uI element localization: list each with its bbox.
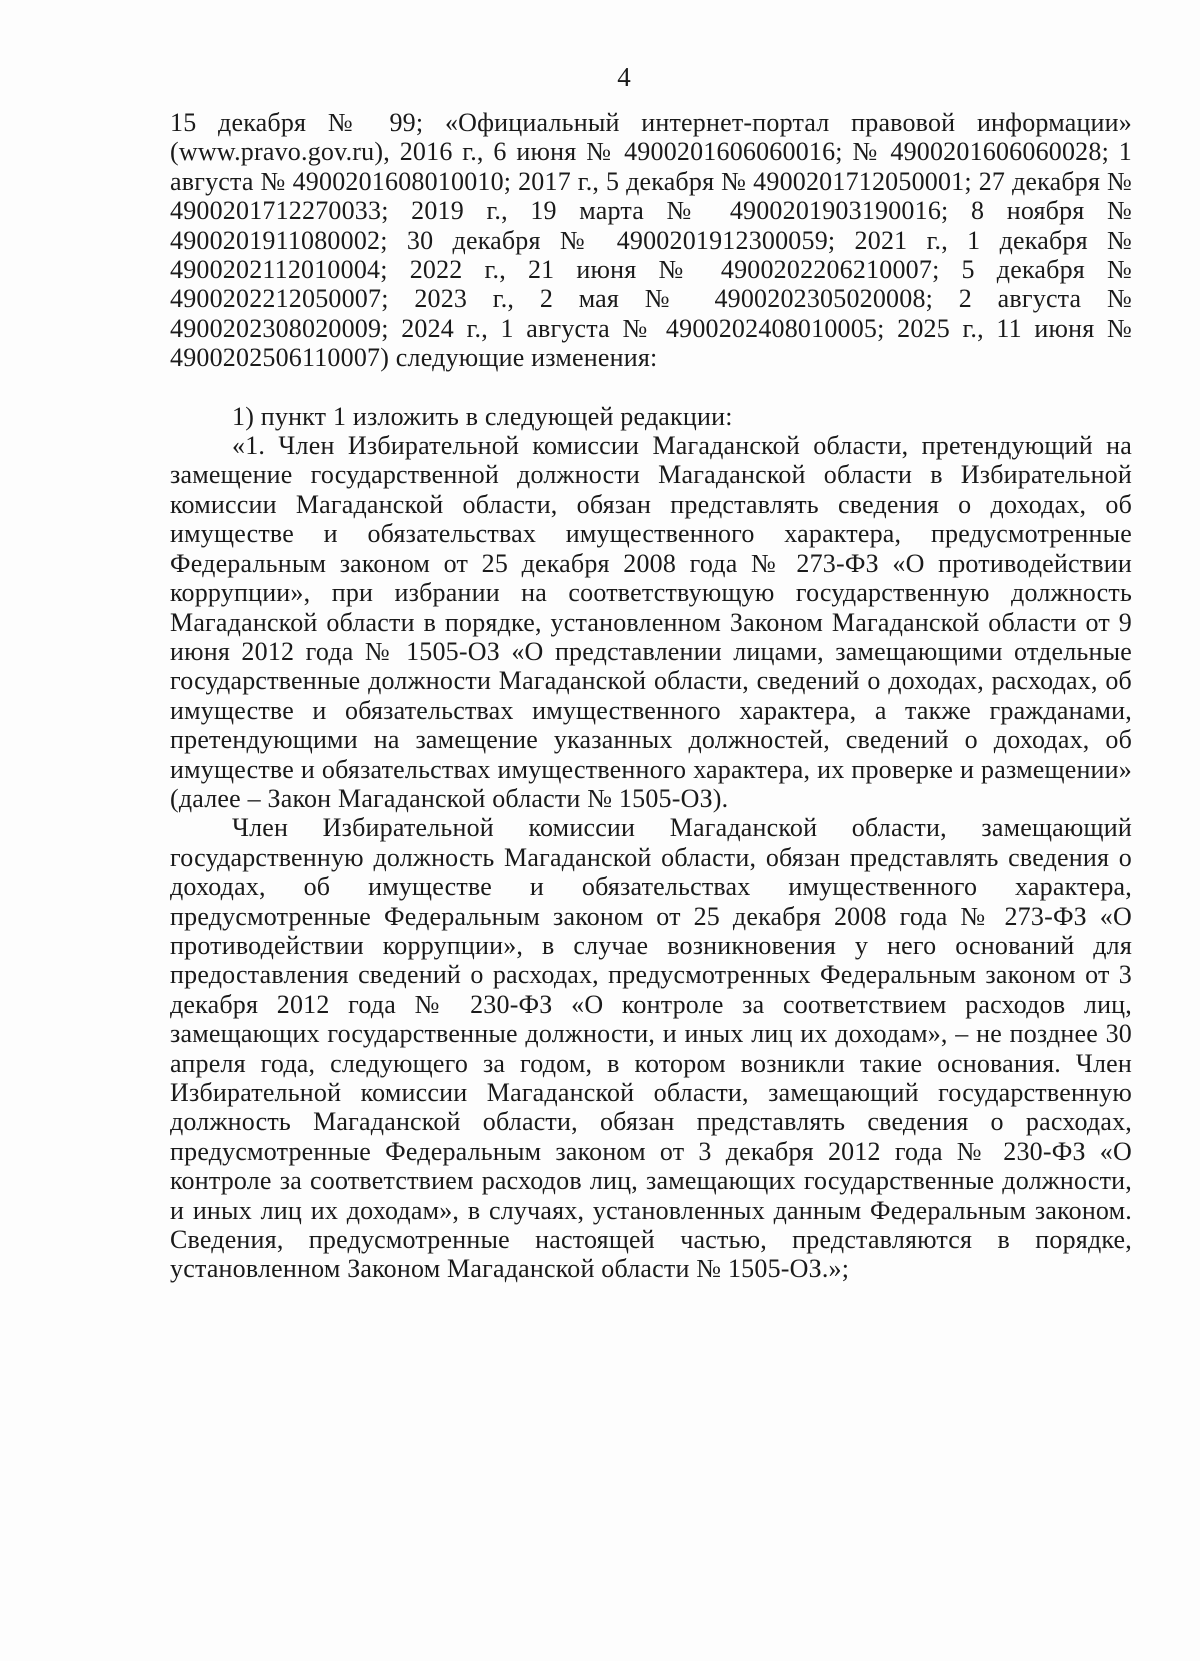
- quote-paragraph-1: «1. Член Избирательной комиссии Магаданской области, претендующий на замещение государственной должности Магаданской области в Избирательной комиссии Магаданской области, обязан представлять сведения о доходах, об имуществе и обязательствах имущественного характера, предусмотренные Федеральным законом от 25 декабря 2008 года № 273-ФЗ «О противодействии коррупции», при избрании на соответствующую государственную должность Магаданской области в порядке, установленном Законом Магаданской области от 9 июня 2012 года № 1505-ОЗ «О представлении лицами, замещающими отдельные государственные должности Магаданской области, сведений о доходах, расходах, об имуществе и обязательствах имущественного характера, а также гражданами, претендующими на замещение указанных должностей, сведений о доходах, об имуществе и обязательствах имущественного характера, их проверке и размещении» (далее – Закон Магаданской области № 1505-ОЗ).: [170, 431, 1132, 813]
- page-number: 4: [617, 62, 631, 92]
- intro-paragraph: 15 декабря № 99; «Официальный интернет-портал правовой информации» (www.pravo.gov.ru), 2016 г., 6 июня № 4900201606060016; № 4900201606060028; 1 августа № 4900201608010010; 2017 г., 5 декабря № 4900201712050001; 27 декабря № 4900201712270033; 2019 г., 19 марта № 4900201903190016; 8 ноября № 4900201911080002; 30 декабря № 4900201912300059; 2021 г., 1 декабря № 4900202112010004; 2022 г., 21 июня № 4900202206210007; 5 декабря № 4900202212050007; 2023 г., 2 мая № 4900202305020008; 2 августа № 4900202308020009; 2024 г., 1 августа № 4900202408010005; 2025 г., 11 июня № 4900202506110007) следующие изменения:: [170, 108, 1132, 373]
- document-body: [170, 108, 1132, 1284]
- paragraph-spacer: [170, 373, 1132, 402]
- item-1-paragraph: 1) пункт 1 изложить в следующей редакции:: [232, 401, 733, 431]
- quote-paragraph-2: Член Избирательной комиссии Магаданской области, замещающий государственную должность Магаданской области, обязан представлять сведения о доходах, об имуществе и обязательствах имущественного характера, предусмотренные Федеральным законом от 25 декабря 2008 года № 273-ФЗ «О противодействии коррупции», в случае возникновения у него оснований для предоставления сведений о расходах, предусмотренных Федеральным законом от 3 декабря 2012 года № 230-ФЗ «О контроле за соответствием расходов лиц, замещающих государственные должности, и иных лиц их доходам», – не позднее 30 апреля года, следующего за годом, в котором возникли такие основания. Член Избирательной комиссии Магаданской области, замещающий государственную должность Магаданской области, обязан представлять сведения о расходах, предусмотренные Федеральным законом от 3 декабря 2012 года № 230-ФЗ «О контроле за соответствием расходов лиц, замещающих государственные должности, и иных лиц их доходам», в случаях, установленных данным Федеральным законом. Сведения, предусмотренные настоящей частью, представляются в порядке, установленном Законом Магаданской области № 1505-ОЗ.»;: [170, 813, 1132, 1284]
